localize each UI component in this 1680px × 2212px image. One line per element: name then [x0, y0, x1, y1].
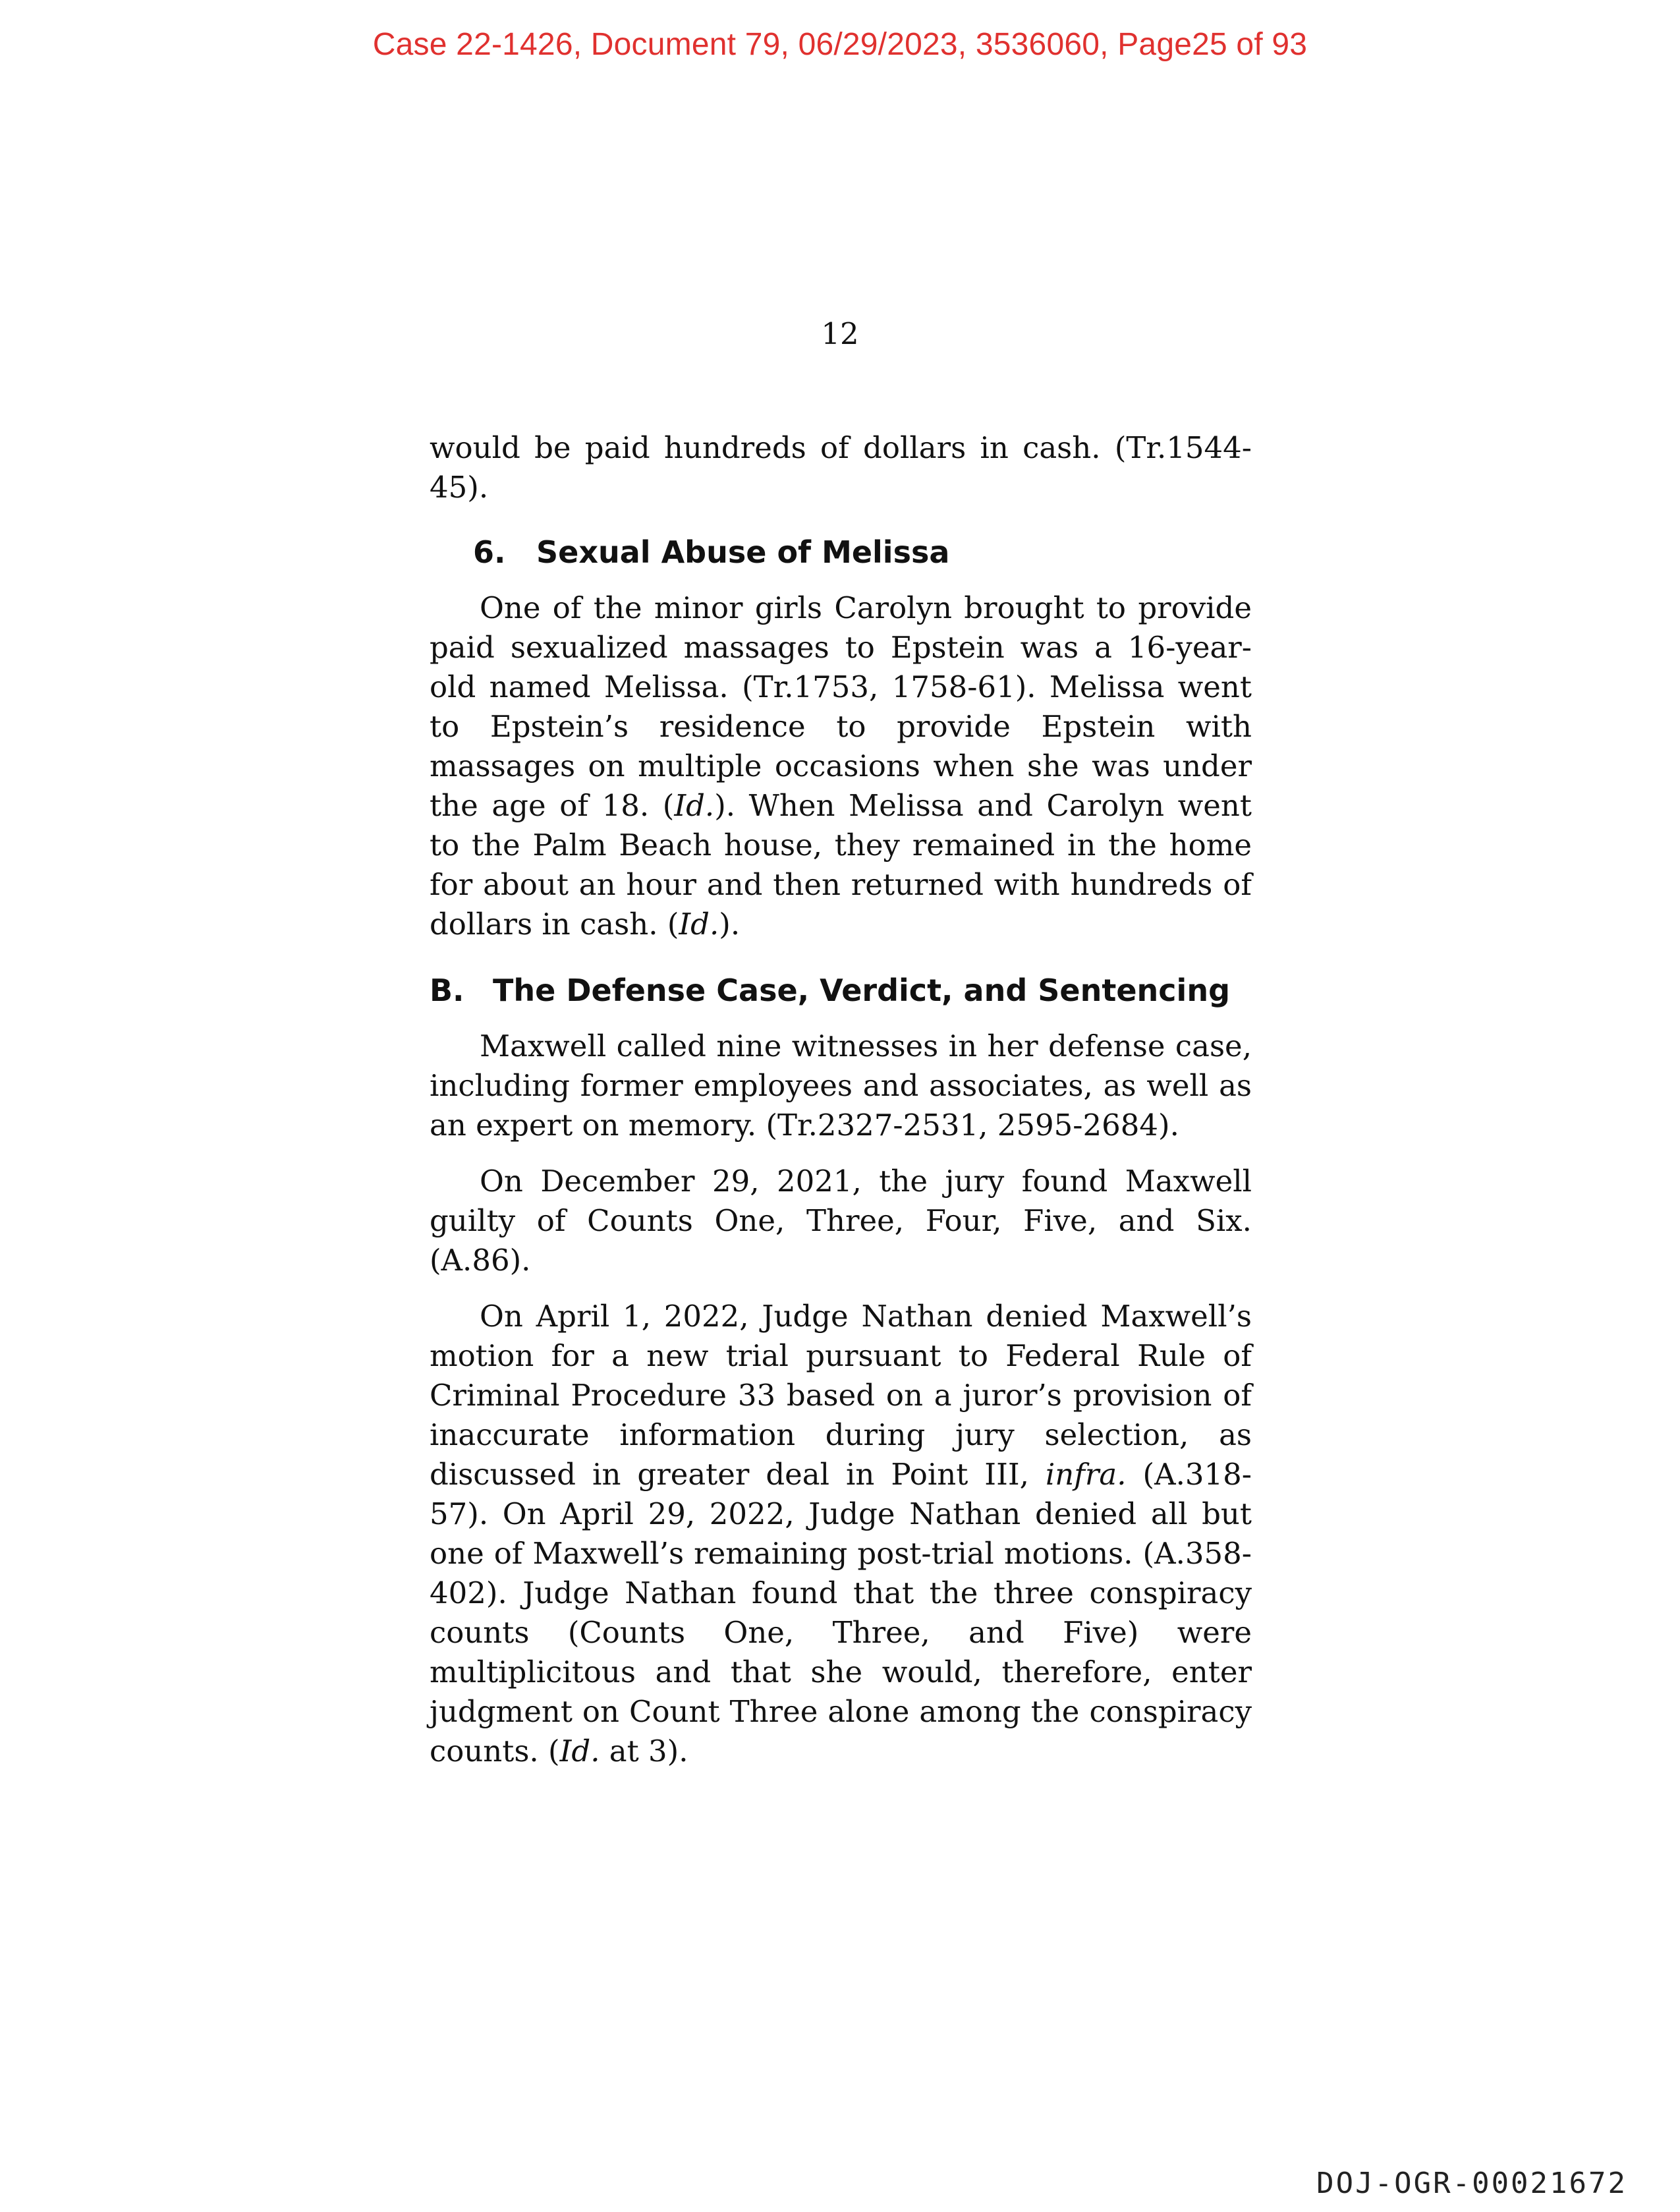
- page-number: 12: [821, 316, 859, 351]
- text-run: at 3).: [600, 1734, 688, 1769]
- case-header-stamp: Case 22-1426, Document 79, 06/29/2023, 3536060, Page25 of 93: [372, 27, 1308, 62]
- bates-number: DOJ-OGR-00021672: [1316, 2167, 1627, 2200]
- text-run: ).: [719, 907, 741, 942]
- citation-id: Id.: [559, 1734, 600, 1769]
- body-paragraph-verdict: On December 29, 2021, the jury found Maxwell guilty of Counts One, Three, Four, Five, and Six. (A.86).: [430, 1164, 1252, 1278]
- text-run: One of the minor girls Carolyn brought to provide paid sexualized massages to Epstein was a 16-year-old named Melissa. (Tr.1753, 1758-61). Melissa went to Epstein’s residence to provide Epstein with massages on multiple occasions when she was under the age of 18. (: [430, 590, 1252, 823]
- section-title: Sexual Abuse of Melissa: [536, 534, 950, 570]
- text-run: ). When Melissa and Carolyn went to the Palm Beach house, they remained in the home for about an hour and then returned with hundreds of dollars in cash. (: [430, 788, 1252, 942]
- section-heading-sexual-abuse-of-melissa: [430, 532, 1252, 572]
- document-body: [430, 428, 1252, 1771]
- section-number: B.: [430, 973, 464, 1008]
- body-paragraph-defense-witnesses: Maxwell called nine witnesses in her defense case, including former employees and associates, as well as an expert on memory. (Tr.2327-2531, 2595-2684).: [430, 1029, 1252, 1143]
- section-heading-defense-case: [430, 971, 1252, 1010]
- text-run: On April 1, 2022, Judge Nathan denied Maxwell’s motion for a new trial pursuant to Federal Rule of Criminal Procedure 33 based on a juror’s provision of inaccurate information during jury selection, as discussed in greater deal in Point III,: [430, 1299, 1252, 1492]
- continued-paragraph: would be paid hundreds of dollars in cash. (Tr.1544-45).: [430, 430, 1252, 505]
- section-title: The Defense Case, Verdict, and Sentencing: [493, 973, 1231, 1008]
- citation-id: Id.: [679, 907, 719, 942]
- body-paragraph-melissa: [430, 588, 1252, 944]
- text-run: (A.318-57). On April 29, 2022, Judge Nathan denied all but one of Maxwell’s remaining post-trial motions. (A.358-402). Judge Nathan found that the three conspiracy counts (Counts One, Three, and Five) were multiplicitous and that she would, therefore, enter judgment on Count Three alone among the conspiracy counts. (: [430, 1457, 1252, 1769]
- body-paragraph-post-trial-motions: [430, 1297, 1252, 1771]
- section-number: 6.: [473, 534, 506, 570]
- citation-infra: infra.: [1045, 1457, 1127, 1492]
- citation-id: Id.: [674, 788, 715, 823]
